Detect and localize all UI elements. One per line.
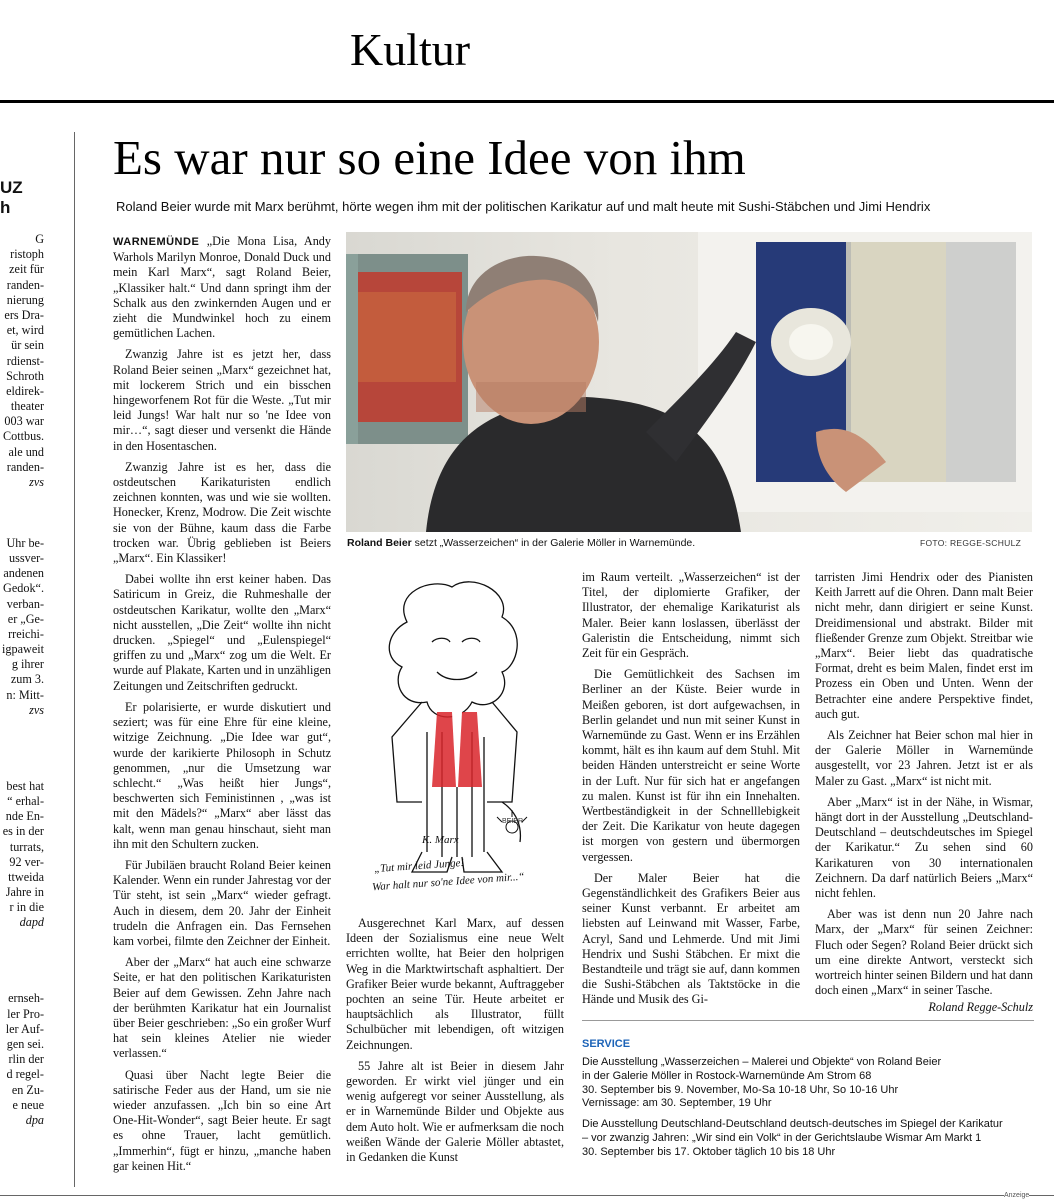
left-strip-line: r in die <box>9 900 44 915</box>
left-strip-line <box>0 718 44 733</box>
left-strip-heading-line: h <box>0 198 11 217</box>
left-strip-line: nierung <box>6 292 44 307</box>
service-line: 30. September bis 9. November, Mo-Sa 10-18 Uhr, So 10-16 Uhr <box>582 1083 899 1096</box>
left-strip-line: et, wird <box>6 323 44 338</box>
left-strip-line: ers Dra- <box>4 307 44 322</box>
left-strip-line: ler Auf- <box>5 1021 44 1036</box>
service-line: Die Ausstellung Deutschland-Deutschland deutsch-deutsches im Spiegel der Karikatur <box>582 1118 1003 1131</box>
left-strip-line: theater <box>10 399 44 414</box>
section-title: Kultur <box>350 24 471 75</box>
left-strip-heading-line: UZ <box>0 178 23 197</box>
left-strip-line: n: Mitt- <box>6 687 44 702</box>
article-paragraph: Aber „Marx“ ist in der Nähe, in Wismar, hängt dort in der Ausstellung „Deutschland-Deutschland – deutschdeutsches im Spiegel der Karikatur.“ Zu sehen sind 60 Karikaturen von 30 internationalen Zeichnern. Da darf natürlich Beiers „Marx“ nicht fehlen. <box>815 794 1033 901</box>
left-strip-line: es in der <box>2 824 44 839</box>
service-line: 30. September bis 17. Oktober täglich 10 bis 18 Uhr <box>582 1145 836 1158</box>
left-strip-line: Gedok“. <box>3 581 44 596</box>
left-strip-line: “ erhal- <box>7 793 44 808</box>
left-strip-line: e neue <box>12 1097 44 1112</box>
photo-caption <box>347 536 695 550</box>
left-strip-line: 003 war <box>4 414 44 429</box>
left-strip-line: Jahre in <box>5 885 44 900</box>
article-column-1 <box>113 234 331 1174</box>
article-paragraph: Die Gemütlichkeit des Sachsen im Berliner an der Küste. Beier wurde in Meißen geboren, ist dort aufgewachsen, in Berlin gelandet und nun mit seiner Kunst in Warnemünde zu Gast. Wenn er ins Erzählen kommt, hält es ihn kaum auf dem Stuhl. Mit beiden Händen unterstreicht er seine Worte in der Luft. Nur für sich hat er angefangen zu malen. Kunst ist für ihn ein Innehalten. Wertbeständigkeit in der Schnelllebigkeit der Zeit. Die Karikatur von heute dagegen ist morgen von gestern und übermorgen vergessen. <box>582 667 800 864</box>
footer-mark: Anzeige <box>1004 1192 1030 1199</box>
article-paragraph: Zwanzig Jahre ist es jetzt her, dass Roland Beier seinen „Marx“ gezeichnet hat, mit lockerem Strich und ein bisschen hingeworfenem Rot für die Weste. „Tut mir leid Jungs! War halt nur so 'ne Idee von mir…“, sagt dieser und versenkt die Hände in den Hosentaschen. <box>113 347 331 453</box>
left-strip-line <box>0 931 44 946</box>
header-rule <box>0 100 1054 103</box>
left-strip-line: d regel- <box>6 1067 44 1082</box>
left-strip-line <box>0 748 44 763</box>
left-strip-line <box>0 490 44 505</box>
left-strip-line <box>0 946 44 961</box>
left-strip-line: gen sei. <box>6 1036 44 1051</box>
left-strip-line: ristoph <box>10 247 44 262</box>
service-box <box>582 1038 1034 1167</box>
article-paragraph: Aber der „Marx“ hat auch eine schwarze Seite, er hat den politischen Karikaturisten Beier auf dem Gewissen. Zehn Jahre nach der berühmten Karikatur hat ein Journalist über Beier geschrieben: „So ein großer Wurf hat sein kleines Atelier nie wieder verlassen.“ <box>113 955 331 1061</box>
left-strip-line: zum 3. <box>10 672 44 687</box>
left-strip-line: zvs <box>29 475 44 489</box>
service-rule <box>582 1020 1034 1021</box>
left-strip-line: randen- <box>6 277 44 292</box>
article-paragraph: Dabei wollte ihn erst keiner haben. Das Satiricum in Greiz, die Ruhmeshalle der ostdeutschen Karikatur, wollte den „Marx“ nicht ausstellen, „Die Zeit“ wollte ihn nicht drucken. „Spiegel“ und „Eulenspiegel“ griffen zu und „Marx“ zog um die Welt. Er wurde auf Plakate, Karten und in unzähligen Zeitungen und Zeitschriften gedruckt. <box>113 572 331 693</box>
marx-cartoon <box>352 572 552 902</box>
left-strip-line: ernseh- <box>8 991 44 1006</box>
article-paragraph: Für Jubiläen braucht Roland Beier keinen Kalender. Wenn ein runder Jahrestag vor der Tür steht, ist sein „Marx“ wieder gefragt. Auch in diesem, dem 20. Jahr der Einheit trudeln die Anfragen ein. Das Fernsehen kam vorbei, filmte den Zeichner der Einheit. <box>113 857 331 948</box>
left-strip-text <box>0 232 44 1177</box>
author-byline: Roland Regge-Schulz <box>928 1000 1033 1014</box>
left-strip-line: rdienst- <box>6 353 44 368</box>
left-strip-line: Schroth <box>6 368 44 383</box>
article-column-4 <box>815 570 1033 1015</box>
bottom-rule <box>0 1195 1054 1196</box>
cartoon-stamp: BEIER <box>502 818 524 825</box>
photo-illustration <box>346 232 1032 532</box>
left-column-divider <box>74 132 75 1187</box>
left-strip-line: Uhr be- <box>6 535 44 550</box>
article-paragraph <box>113 234 331 341</box>
photo-credit: FOTO: REGGE-SCHULZ <box>920 538 1022 548</box>
service-line: Vernissage: am 30. September, 19 Uhr <box>582 1097 772 1110</box>
left-strip-line: best hat <box>6 778 44 793</box>
left-strip-line <box>0 733 44 748</box>
article-paragraph: Aber was ist denn nun 20 Jahre nach Marx, der „Marx“ für seinen Zeichner: Fluch oder Segen? Roland Beier drückt sich um eine direkte Antwort, versteckt sich wortreich hinter seinen Bildern und hat dann doch einen „Marx“ in seiner Tasche. <box>815 907 1033 998</box>
dateline: WARNEMÜNDE <box>113 236 200 248</box>
left-strip-line: rlin der <box>8 1052 44 1067</box>
article-paragraph: im Raum verteilt. „Wasserzeichen“ ist der Titel, der diplomierte Grafiker, der Illustrator, der ehemalige Karikaturist als Maler. Beier kann loslassen, überlässt der Galeristin die Entscheidung, nimmt sich Zeit für ein Gespräch. <box>582 570 800 661</box>
left-strip-line: eldirek- <box>6 383 44 398</box>
service-exhibition-2 <box>582 1118 1034 1159</box>
article-paragraph: Er polarisierte, er wurde diskutiert und seziert; was für eine Ehre für eine kleine, witzige Zeichnung. „Die Idee war gut“, wurde der karikierte Philosoph in Schutz genommen, „nur die Umsetzung war schlecht.“ „Was heißt hier Jungs“, beschwerten sich Feministinnen , „was ist mit den Mädels?“ „Marx“ aber lässt das kalt, wenn man genau hinschaut, sieht man ihn mit den Schultern zucken. <box>113 699 331 851</box>
paragraph-text: „Die Mona Lisa, Andy Warhols Marilyn Monroe, Donald Duck und mein Karl Marx“, sagt Roland Beier, „Klassiker halt.“ Und dann springt ihm der Schalk aus den zwinkernden Augen und er zieht die Mundwinkel hoch zu einem gemütlichen Lachen. <box>113 234 331 341</box>
left-strip-line: zeit für <box>9 262 44 277</box>
headline: Es war nur so eine Idee von ihm <box>113 130 746 185</box>
cartoon-caption-2: War halt nur so'ne Idee von mir...“ <box>371 870 525 894</box>
left-strip-line: G <box>35 232 44 246</box>
article-photo <box>346 232 1032 532</box>
left-strip-line: en Zu- <box>11 1082 44 1097</box>
left-strip-line <box>0 976 44 991</box>
left-strip-heading <box>0 178 44 218</box>
photo-caption-text: setzt „Wasserzeichen“ in der Galerie Möller in Warnemünde. <box>411 537 696 549</box>
left-strip-line <box>0 505 44 520</box>
article-column-3 <box>582 570 800 1030</box>
article-paragraph: tarristen Jimi Hendrix oder des Pianisten Keith Jarrett auf die Ohren. Dann malt Beier nicht mehr, dann dirigiert er seine Kunst. Dreidimensional und abstrakt. Bilder mit fließender Grenze zum Objekt. Streitbar wie „Marx“. Beier liebt das quadratische Format, dreht es beim Malen, findet erst im Prozess ein Oben und Unten. Wenn der Betrachter eine andere Perspektive findet, auch gut. <box>815 570 1033 721</box>
article-paragraph: Ausgerechnet Karl Marx, auf dessen Ideen der Sozialismus eine neue Welt errichten wollte, hat Beier den holprigen Weg in die Marktwirtschaft asphaltiert. Der Grafiker Beier wurde bekannt, Auftraggeber pochten an seine Tür. Heute arbeitet er hauptsächlich als Illustrator, füllt Schulbücher mit lebendigen, oft witzigen Zeichnungen. <box>346 916 564 1052</box>
left-strip-line: ussver- <box>9 550 44 565</box>
left-strip-line: igpaweit <box>2 642 44 657</box>
left-strip-line: andenen <box>3 566 44 581</box>
left-strip-line: randen- <box>6 459 44 474</box>
cartoon-signature: K. Marx <box>422 834 459 846</box>
left-strip-line: 92 ver- <box>9 854 44 869</box>
left-strip-line: nde En- <box>5 809 44 824</box>
service-line: – vor zwanzig Jahren: „Wir sind ein Volk“ in der Gerichtslaube Wismar Am Markt 1 <box>582 1131 982 1144</box>
subheadline: Roland Beier wurde mit Marx berühmt, hörte wegen ihm mit der politischen Karikatur auf und malt heute mit Sushi-Stäbchen und Jimi Hendrix <box>116 199 931 214</box>
service-exhibition-1 <box>582 1056 1034 1111</box>
service-heading: SERVICE <box>582 1038 631 1050</box>
left-strip-line: dpa <box>25 1112 44 1127</box>
left-strip-line: turrats, <box>9 839 44 854</box>
left-strip-line: rreichi- <box>8 626 44 641</box>
cartoon-drawing <box>352 572 552 902</box>
article-paragraph: Der Maler Beier hat die Gegenständlichkeit des Grafikers Beier aus seiner Kunst verbannt. Er arbeitet am liebsten auf Leinwand mit Wasser, Farbe, Acryl, Sand und Lehmerde. Und mit Jimi Hendrix und Sushi Stäbchen. Er mixt die Bestandteile und trägt sie auf, dann kommen die Sushi-Stäbchen als Taktstöcke in die Hände und Musik des Gi- <box>582 870 800 1007</box>
left-strip-line: er „Ge- <box>7 611 44 626</box>
left-strip-line: g ihrer <box>11 657 44 672</box>
service-line: in der Galerie Möller in Rostock-Warnemünde Am Strom 68 <box>582 1069 872 1082</box>
left-strip-line: ür sein <box>11 338 44 353</box>
article-paragraph: Zwanzig Jahre ist es her, dass die ostdeutschen Karikaturisten endlich zeichnen konnten, was und wie sie wollten. Honecker, Krenz, Modrow. Die Zeit wischte sie von der Bühne, kaum dass die Farbe trocken war. Übrig geblieben ist Beiers „Marx“. Ein Klassiker! <box>113 459 331 566</box>
article-column-2 <box>346 916 564 1176</box>
left-strip-line: ale und <box>8 444 44 459</box>
article-paragraph: Als Zeichner hat Beier schon mal hier in der Galerie Möller in Warnemünde ausgestellt, vor 23 Jahren. Jetzt ist er als Maler zu Gast. „Marx“ ist nicht mit. <box>815 728 1033 788</box>
left-strip-line <box>0 764 44 779</box>
article-paragraph: 55 Jahre alt ist Beier in diesem Jahr geworden. Er wirkt viel jünger und ein wenig aufgeregt vor seiner Ausstellung, als er in Warnemünde Bilder und Objekte aus dem Auto holt. Wie er aufmerksam die noch weißen Wände der Galerie Möller abtastet, in Gedanken die Kunst <box>346 1058 564 1165</box>
left-strip-line: dapd <box>19 915 44 930</box>
left-strip-line: ler Pro- <box>7 1006 44 1021</box>
left-strip-line <box>0 521 44 536</box>
left-strip-line: verban- <box>6 596 44 611</box>
photo-caption-name: Roland Beier <box>347 537 412 549</box>
service-line: Die Ausstellung „Wasserzeichen – Malerei und Objekte“ von Roland Beier <box>582 1056 942 1068</box>
left-strip-line <box>0 961 44 976</box>
left-strip-line: zvs <box>29 702 44 717</box>
left-strip-line: ttweida <box>8 869 44 884</box>
cartoon-caption-1: „Tut mir leid Junge! <box>373 856 465 876</box>
article-paragraph: Quasi über Nacht legte Beier die satirische Feder aus der Hand, um sie nie wieder anzufassen. „Ich bin so eine Art One-Hit-Wonder“, sagt Beier heute. Er sagt es ohne Trauer, lacht gemütlich. „Immerhin“, fügt er hinzu, „manche haben gar keinen Hit.“ <box>113 1067 331 1173</box>
left-strip-line: Cottbus. <box>3 429 44 444</box>
